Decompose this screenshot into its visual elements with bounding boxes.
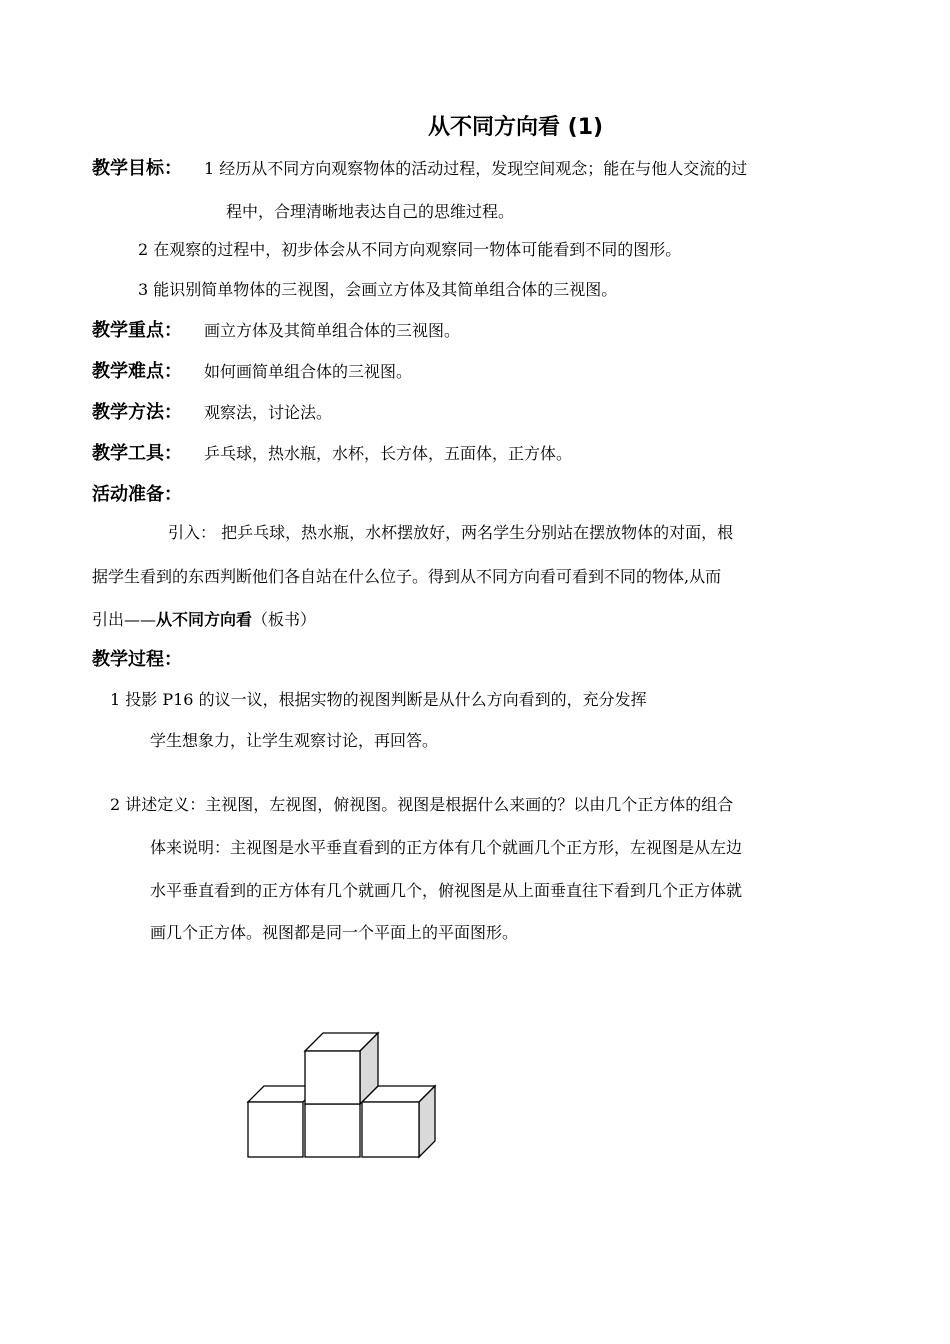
process-item1-line1: 1 投影 P16 的议一议，根据实物的视图判断是从什么方向看到的，充分发挥 bbox=[110, 690, 647, 709]
difficulty-label: 教学难点： bbox=[92, 361, 182, 382]
process-item2-line1: 2 讲述定义：主视图，左视图，俯视图。视图是根据什么来画的？以由几个正方体的组合 bbox=[110, 795, 734, 814]
process-item2-line2: 体来说明：主视图是水平垂直看到的正方体有几个就画几个正方形，左视图是从左边 bbox=[150, 838, 743, 857]
preparation-line1: 引入： 把乒乓球，热水瓶，水杯摆放好，两名学生分别站在摆放物体的对面，根 bbox=[168, 523, 734, 542]
method-text: 观察法，讨论法。 bbox=[204, 403, 333, 422]
preparation-line3 bbox=[92, 607, 316, 630]
difficulty-text: 如何画简单组合体的三视图。 bbox=[204, 362, 413, 381]
process-label: 教学过程： bbox=[92, 649, 182, 670]
cube-stack-illustration bbox=[240, 1025, 450, 1165]
goals-item1-line2: 程中，合理清晰地表达自己的思维过程。 bbox=[226, 202, 515, 221]
tools-text: 乒乓球，热水瓶，水杯，长方体，五面体，正方体。 bbox=[204, 444, 573, 463]
process-item2-line4: 画几个正方体。视图都是同一个平面上的平面图形。 bbox=[150, 923, 519, 942]
tools-label: 教学工具： bbox=[92, 443, 182, 464]
process-item2-line3: 水平垂直看到的正方体有几个就画几个，俯视图是从上面垂直往下看到几个正方体就 bbox=[150, 881, 743, 900]
goals-label: 教学目标： bbox=[92, 158, 182, 179]
process-item1-line2: 学生想象力，让学生观察讨论，再回答。 bbox=[150, 731, 439, 750]
key-point-label: 教学重点： bbox=[92, 320, 182, 341]
page-title: 从不同方向看 (1) bbox=[428, 115, 604, 140]
preparation-line3-prefix: 引出—— bbox=[92, 610, 157, 629]
middle-bottom-cube bbox=[305, 1104, 360, 1157]
goals-item2: 2 在观察的过程中，初步体会从不同方向观察同一物体可能看到不同的图形。 bbox=[138, 240, 682, 259]
key-point-text: 画立方体及其简单组合体的三视图。 bbox=[204, 321, 461, 340]
preparation-label: 活动准备： bbox=[92, 484, 182, 505]
preparation-line2: 据学生看到的东西判断他们各自站在什么位子。得到从不同方向看可看到不同的物体,从而 bbox=[92, 567, 722, 586]
top-cube bbox=[305, 1033, 378, 1104]
goals-item1-line1: 1 经历从不同方向观察物体的活动过程，发现空间观念；能在与他人交流的过 bbox=[204, 159, 748, 178]
goals-item3: 3 能识别简单物体的三视图，会画立方体及其简单组合体的三视图。 bbox=[138, 280, 618, 299]
method-label: 教学方法： bbox=[92, 402, 182, 423]
right-cube bbox=[362, 1086, 435, 1157]
preparation-board-title: 从不同方向看 bbox=[156, 610, 253, 629]
preparation-line3-suffix: （板书） bbox=[252, 610, 317, 629]
